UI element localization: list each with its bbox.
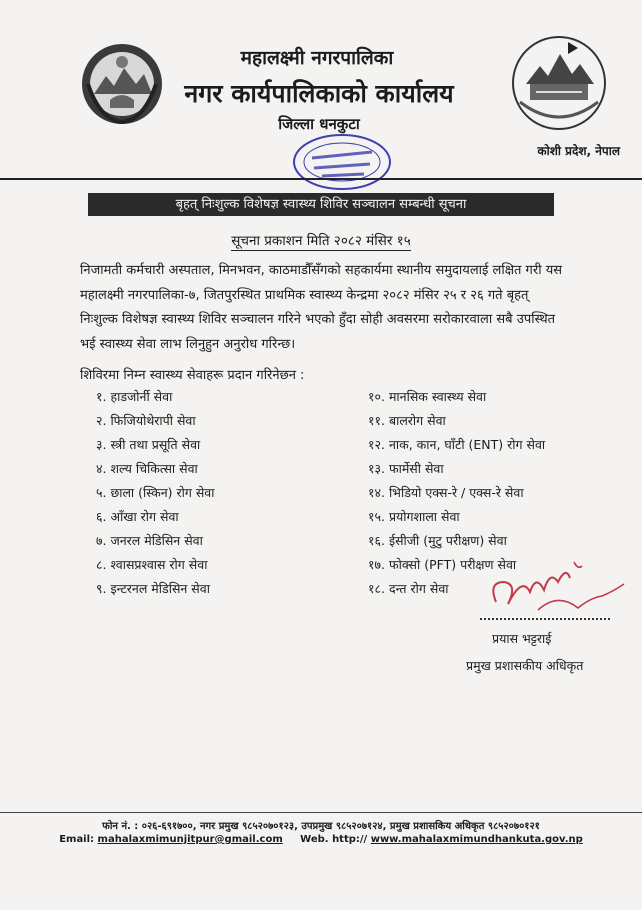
web-label: Web. http:// [300,834,368,845]
services-intro: शिविरमा निम्न स्वास्थ्य सेवाहरू प्रदान गरिनेछन : [80,368,305,383]
municipality-logo-icon [506,32,612,134]
signature-line [480,618,610,620]
service-item: १०. मानसिक स्वास्थ्य सेवा [368,389,487,404]
service-item: ६. आँखा रोग सेवा [96,509,179,524]
service-item: ७. जनरल मेडिसिन सेवा [96,533,203,548]
signatory-name: प्रयास भट्टराई [492,631,552,646]
footer-divider [0,812,642,813]
district-name: जिल्ला धनकुटा [278,115,360,133]
email-label: Email: [59,834,95,845]
service-item: ८. श्वासप्रश्वास रोग सेवा [96,557,208,572]
publication-date: सूचना प्रकाशन मिति २०८२ मंसिर १५ [231,233,411,249]
service-item: ५. छाला (स्किन) रोग सेवा [96,485,215,500]
header-divider [0,178,642,180]
body-line: निजामती कर्मचारी अस्पताल, मिनभवन, काठमाडौँसँगको सहकार्यमा स्थानीय समुदायलाई लक्षित गरी यस [80,263,563,278]
notice-body [80,259,610,357]
service-item: १६. ईसीजी (मुटु परीक्षण) सेवा [368,533,507,548]
notice-title-banner: बृहत् निःशुल्क विशेषज्ञ स्वास्थ्य शिविर सञ्चालन सम्बन्धी सूचना [88,193,554,216]
municipality-name: महालक्ष्मी नगरपालिका [240,47,394,69]
footer-phones: फोन नं. : ०२६-६९१७००, नगर प्रमुख ९८५२०७०१२३, उपप्रमुख ९८५२०७१२४, प्रमुख प्रशासकिय अधिकृत ९८५२०७०१२१ [102,821,540,832]
footer-contact [0,834,642,845]
service-item: १. हाडजोर्नी सेवा [96,389,173,404]
service-item: १५. प्रयोगशाला सेवा [368,509,460,524]
service-item: १८. दन्त रोग सेवा [368,581,449,596]
service-item: १७. फोक्सो (PFT) परीक्षण सेवा [368,557,517,572]
body-line: महालक्ष्मी नगरपालिका-७, जितपुरस्थित प्राथमिक स्वास्थ्य केन्द्रमा २०८२ मंसिर २५ र २६ गते बृहत् [80,287,529,303]
service-item: १४. भिडियो एक्स-रे / एक्स-रे सेवा [368,485,524,500]
service-item: २. फिजियोथेरापी सेवा [96,413,196,428]
office-stamp-icon [290,132,394,192]
signature-mark [478,552,628,624]
body-line: निःशुल्क विशेषज्ञ स्वास्थ्य शिविर सञ्चालन गरिने भएको हुँदा सोही अवसरमा सरोकारवाला सबै उपस्थित [80,312,556,327]
service-item: ३. स्त्री तथा प्रसूति सेवा [96,437,201,452]
service-item: ९. इन्टरनल मेडिसिन सेवा [96,581,210,596]
office-name: नगर कार्यपालिकाको कार्यालय [184,79,454,108]
email-link[interactable]: mahalaxmimunjitpur@gmail.com [97,834,283,845]
body-line: भई स्वास्थ्य सेवा लाभ लिनुहुन अनुरोध गरिन्छ। [80,336,296,352]
service-item: ११. बालरोग सेवा [368,413,446,428]
web-link[interactable]: www.mahalaxmimundhankuta.gov.np [370,834,583,845]
service-item: ४. शल्य चिकित्सा सेवा [96,461,198,476]
signatory-title: प्रमुख प्रशासकीय अधिकृत [466,658,584,673]
service-item: १२. नाक, कान, घाँटी (ENT) रोग सेवा [368,437,546,452]
service-item: १३. फार्मेसी सेवा [368,461,444,476]
province-label: कोशी प्रदेश, नेपाल [537,144,620,158]
